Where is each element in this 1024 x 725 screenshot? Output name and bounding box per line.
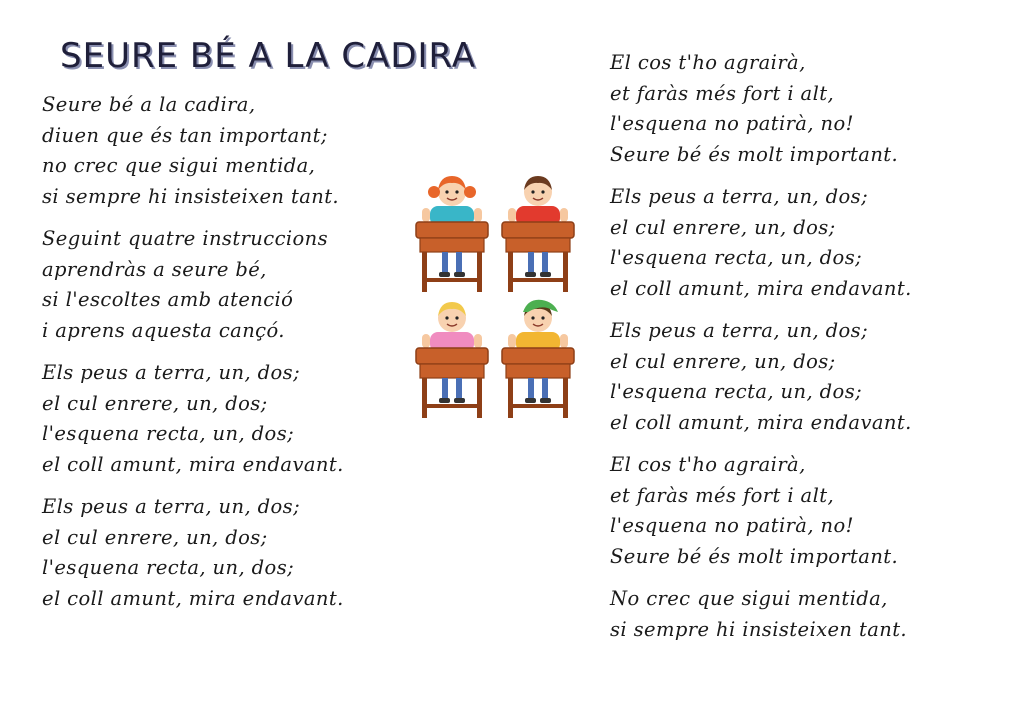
poem-line: et faràs més fort i alt, xyxy=(610,81,835,105)
stanza xyxy=(610,450,1010,572)
kid-arm xyxy=(422,334,430,348)
stanza xyxy=(610,48,1010,170)
kid-arm xyxy=(560,334,568,348)
desk-leg xyxy=(422,378,427,418)
poem-line: l'esquena recta, un, dos; xyxy=(42,422,295,445)
desk-top xyxy=(416,222,488,238)
poem-line: Seure bé és molt important. xyxy=(610,142,899,166)
kid-leg xyxy=(456,378,462,400)
poem-line: Seure bé és molt important. xyxy=(610,544,899,568)
poem-left-column xyxy=(42,90,422,626)
kid-at-desk xyxy=(416,176,488,292)
kid-eye xyxy=(541,316,544,319)
desk-front xyxy=(420,238,484,252)
stanza xyxy=(42,492,422,614)
kid-eye xyxy=(455,190,458,193)
kid-at-desk xyxy=(416,302,488,418)
poem-line: l'esquena no patirà, no! xyxy=(610,112,854,135)
desk-leg xyxy=(563,378,568,418)
kid-shoe xyxy=(454,398,465,403)
poem-line: el cul enrere, un, dos; xyxy=(42,391,268,415)
kid-shoe xyxy=(525,272,536,277)
kid-at-desk xyxy=(502,176,574,292)
kid-pigtail xyxy=(464,186,476,198)
kid-arm xyxy=(560,208,568,222)
kid-shoe xyxy=(439,272,450,277)
kid-leg xyxy=(542,252,548,274)
poem-line: diuen que és tan important; xyxy=(42,123,328,147)
children-at-desks-illustration xyxy=(412,168,582,422)
desk-leg xyxy=(508,252,513,292)
poem-line: El cos t'ho agrairà, xyxy=(610,51,806,74)
desk-leg xyxy=(508,378,513,418)
kid-leg xyxy=(456,252,462,274)
poem-line: si sempre hi insisteixen tant. xyxy=(42,184,340,208)
poem-right-column xyxy=(610,48,1010,657)
desk-leg xyxy=(477,252,482,292)
stanza xyxy=(42,90,422,212)
kid-leg xyxy=(528,378,534,400)
stanza xyxy=(42,224,422,346)
page-title: SEURE BÉ A LA CADIRA xyxy=(60,36,477,76)
poem-line: l'esquena recta, un, dos; xyxy=(42,556,295,579)
poem-line: si l'escoltes amb atenció xyxy=(42,288,294,311)
stanza xyxy=(42,358,422,480)
kid-leg xyxy=(442,378,448,400)
poem-line: el cul enrere, un, dos; xyxy=(610,215,836,239)
kid-shoe xyxy=(454,272,465,277)
kid-pigtail xyxy=(428,186,440,198)
poem-line: Seure bé a la cadira, xyxy=(42,93,256,116)
poem-line: l'esquena recta, un, dos; xyxy=(610,380,863,403)
desk-leg xyxy=(563,252,568,292)
poem-line: el coll amunt, mira endavant. xyxy=(42,452,344,476)
poem-line: si sempre hi insisteixen tant. xyxy=(610,617,908,641)
poem-line: el cul enrere, un, dos; xyxy=(42,525,268,549)
kid-eye xyxy=(531,316,534,319)
poem-line: el coll amunt, mira endavant. xyxy=(610,276,912,300)
desk-front xyxy=(506,364,570,378)
poem-line: l'esquena recta, un, dos; xyxy=(610,246,863,269)
stanza xyxy=(610,182,1010,304)
desk-top xyxy=(416,348,488,364)
kid-arm xyxy=(474,334,482,348)
desk-rail xyxy=(422,278,482,282)
desk-top xyxy=(502,222,574,238)
poem-line: el coll amunt, mira endavant. xyxy=(610,410,912,434)
kid-leg xyxy=(542,378,548,400)
poem-line: et faràs més fort i alt, xyxy=(610,483,835,507)
kid-arm xyxy=(422,208,430,222)
poem-line: i aprens aquesta cançó. xyxy=(42,318,285,342)
desk-rail xyxy=(508,404,568,408)
poem-line: l'esquena no patirà, no! xyxy=(610,514,854,537)
poem-line: Els peus a terra, un, dos; xyxy=(610,185,869,208)
poem-line: el cul enrere, un, dos; xyxy=(610,349,836,373)
desk-front xyxy=(420,364,484,378)
kid-leg xyxy=(528,252,534,274)
stanza xyxy=(610,584,1010,645)
desk-leg xyxy=(422,252,427,292)
poem-line: Els peus a terra, un, dos; xyxy=(42,495,301,518)
poem-line: Els peus a terra, un, dos; xyxy=(610,319,869,342)
kid-arm xyxy=(508,208,516,222)
stanza xyxy=(610,316,1010,438)
kid-shoe xyxy=(439,398,450,403)
poem-line: el coll amunt, mira endavant. xyxy=(42,586,344,610)
poem-line: El cos t'ho agrairà, xyxy=(610,453,806,476)
kid-eye xyxy=(445,316,448,319)
kid-arm xyxy=(474,208,482,222)
kid-leg xyxy=(442,252,448,274)
poem-line: aprendràs a seure bé, xyxy=(42,257,267,281)
kid-eye xyxy=(455,316,458,319)
kid-shoe xyxy=(540,398,551,403)
desk-front xyxy=(506,238,570,252)
kid-at-desk xyxy=(502,300,574,418)
kid-eye xyxy=(531,190,534,193)
poem-line: no crec que sigui mentida, xyxy=(42,154,316,177)
poem-line: Els peus a terra, un, dos; xyxy=(42,361,301,384)
poem-line: Seguint quatre instruccions xyxy=(42,227,329,250)
kid-shoe xyxy=(525,398,536,403)
kid-shoe xyxy=(540,272,551,277)
kid-eye xyxy=(445,190,448,193)
kid-eye xyxy=(541,190,544,193)
poem-line: No crec que sigui mentida, xyxy=(610,587,888,610)
desk-leg xyxy=(477,378,482,418)
kid-arm xyxy=(508,334,516,348)
desk-rail xyxy=(508,278,568,282)
desk-rail xyxy=(422,404,482,408)
desk-top xyxy=(502,348,574,364)
